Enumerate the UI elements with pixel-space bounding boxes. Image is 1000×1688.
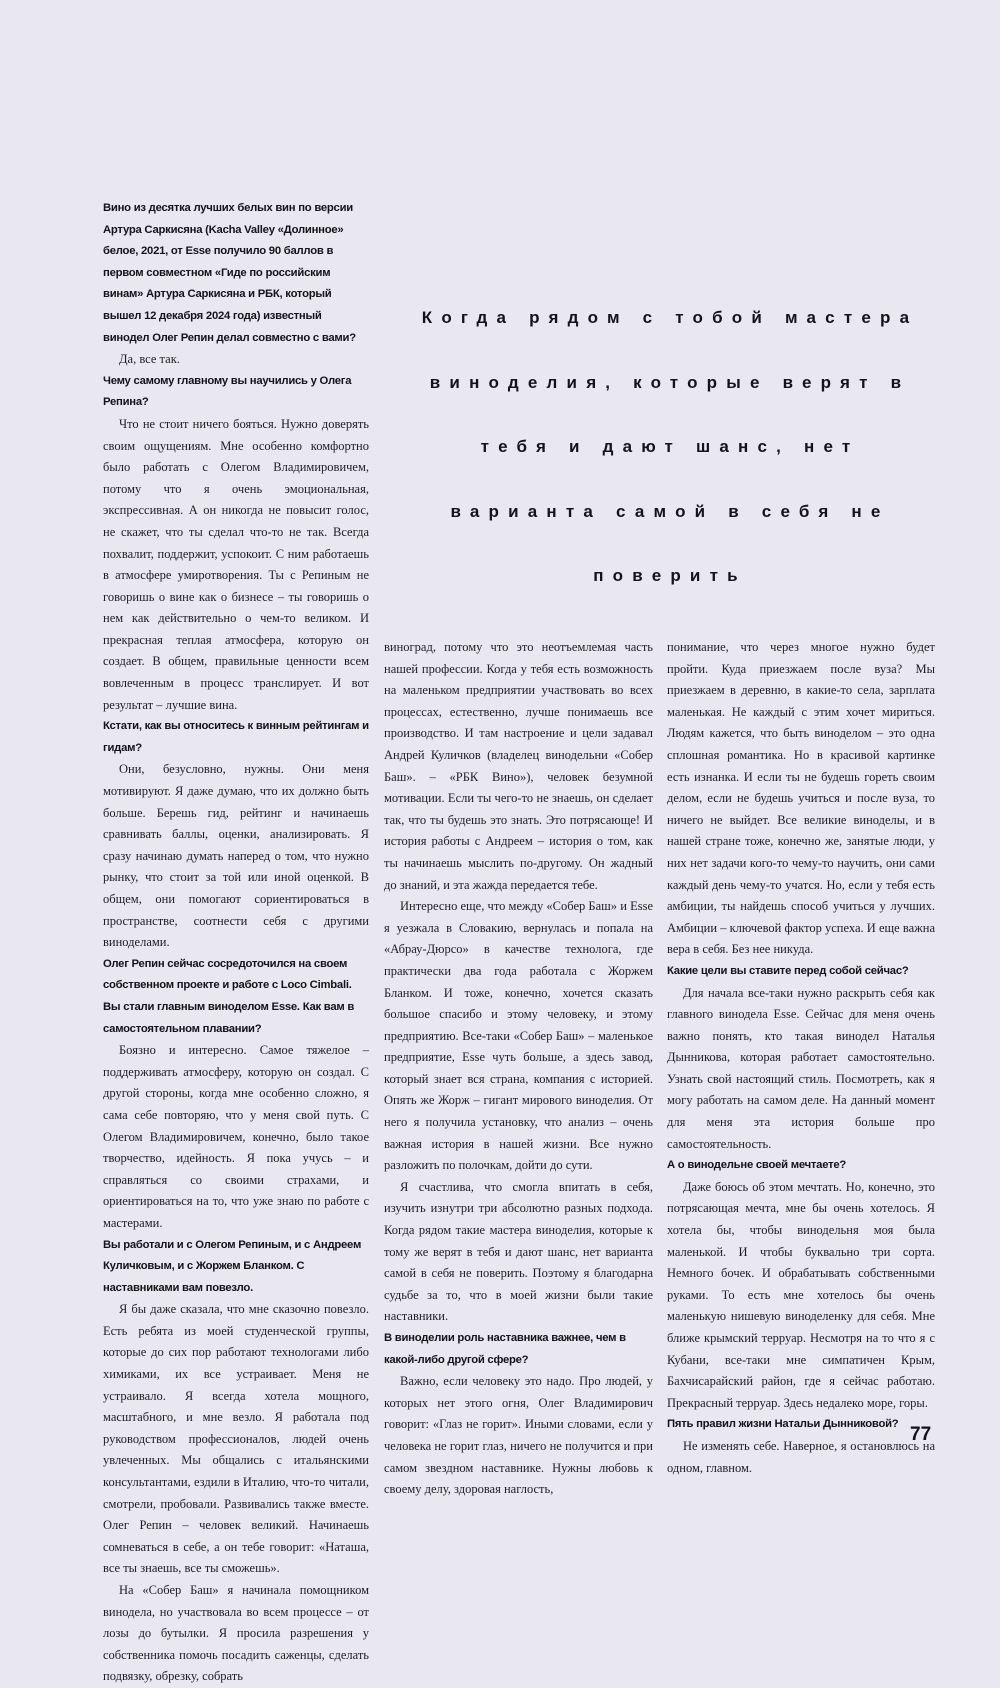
interview-question: Пять правил жизни Натальи Дынниковой? xyxy=(667,1418,899,1431)
interview-answer: Боязно и интересно. Самое тяжелое – поддерживать атмосферу, которую он создал. С другой стороны, когда мне особенно сложно, я сама себе повторяю, что у меня свой путь. С Олегом Владимировичем, конечно, было такое творчество, идейность. Я пока учусь – и справляться со своими страхами, и ориентироваться на то, что уже знаю по работе с мастерами. xyxy=(103,1043,369,1230)
interview-question: А о винодельне своей мечтаете? xyxy=(667,1159,847,1172)
interview-question: Чему самому главному вы научились у Олега Репина? xyxy=(103,374,352,409)
interview-question: В виноделии роль наставника важнее, чем в какой-либо другой сфере? xyxy=(384,1332,626,1366)
interview-answer: Что не стоит ничего бояться. Нужно доверять своим ощущениям. Мне особенно комфортно было работать с Олегом Владимировичем, потому что я очень эмоциональная, экспрессивная. А он никогда не повысит голос, не скажет, что ты сделал что-то не так. Всегда похвалит, поддержит, успокоит. С ним работаешь в атмосфере умиротворения. Ты с Репиным не говоришь о вине как о бизнесе – ты говоришь о нем как действительно о чем-то великом. И прекрасная теплая атмосфера, которую он создает. В общем, правильные ценности всем вовлеченным в процесс транслирует. И вот результат – лучшие вина. xyxy=(103,416,369,712)
interview-answer: На «Собер Баш» я начинала помощником винодела, но участвовала во всем процессе – от лозы до бутылки. Я просила разрешения у собственника помочь посадить саженцы, сделать подвязку, обрезку, собрать xyxy=(103,1583,369,1684)
interview-answer: Да, все так. xyxy=(119,352,180,367)
interview-answer: виноград, потому что это неотъемлемая часть нашей профессии. Когда у тебя есть возможность на маленьком предприятии участвовать во всех процессах, естественно, лучше понимаешь все производство. И там настроение и цели задавал Андрей Куличков (владелец винодельни «Собер Баш». – «РБК Вино»), человек безумной мотивации. Если ты чего-то не знаешь, он сделает так, что ты будешь это знать. Это потрясающе! И история работы с Андреем – история о том, как ты начинаешь мыслить по-другому. Он жадный до знаний, и эта жажда передается тебе. xyxy=(384,640,653,892)
interview-answer: Важно, если человеку это надо. Про людей, у которых нет этого огня, Олег Владимирович говорит: «Глаз не горит». Иными словами, если у человека не горит глаз, ничего не получится и при самом звездном наставнике. Нужны любовь к своему делу, здоровая наглость, xyxy=(384,1374,653,1497)
article-column-3 xyxy=(667,637,935,1479)
interview-answer: Даже боюсь об этом мечтать. Но, конечно, это потрясающая мечта, мне бы очень хотелось. Я хотела бы, чтобы винодельня моя была маленькой. И чтобы буквально три сорта. Немного бочек. И обрабатывать собственными руками. То есть мне хотелось бы очень маленькую нишевую виноделенку для себя. Мне ближе крымский терруар. Несмотря на то что я с Кубани, все-таки мне симпатичен Крым, Бахчисарайский район, где я сейчас работаю. Прекрасный терруар. Здесь недалеко море, горы. xyxy=(667,1179,935,1410)
interview-answer: Я бы даже сказала, что мне сказочно повезло. Есть ребята из моей студенческой группы, которые до сих пор работают технологами либо химиками, их все устраивает. Меня не устраивало. Я всегда хотела мощного, масштабного, и мне везло. Я работала под руководством профессионалов, людей очень увлеченных. Мы общались с итальянскими консультантами, ездили в Италию, что-то читали, смотрели, пробовали. Развивались также вместе. Олег Репин – человек великий. Начинаешь сомневаться в себе, а он тебе говорит: «Наташа, все ты знаешь, все ты сможешь». xyxy=(103,1302,369,1576)
interview-answer: понимание, что через многое нужно будет пройти. Куда приезжаем после вуза? Мы приезжаем в деревню, в какие-то села, зарплата маленькая. Не каждый с этим хочет мириться. Людям кажется, что быть виноделом – это одна сплошная романтика. Но в красивой картинке есть изнанка. И если ты не будешь гореть своим делом, если не будешь учиться и после вуза, то ничего не выйдет. Все великие виноделы, и в нашей стране тоже, конечно же, занятые люди, у них нет задачи кого-то чему-то научить, они сами каждый день чему-то учатся. Но, если у тебя есть амбиции, ты найдешь способ учиться у лучших. Амбиции – ключевой фактор успеха. И еще важна вера в себя. Без нее никуда. xyxy=(667,640,935,957)
interview-answer: Интересно еще, что между «Собер Баш» и Esse я уезжала в Словакию, вернулась и попала на «Абрау-Дюрсо» в качестве технолога, где практически два года работала с Жоржем Бланком. И тоже, конечно, хочется сказать большое спасибо и этому человеку, и этому предприятию. Все-таки «Собер Баш» – маленькое предприятие, Esse чуть больше, а здесь завод, который знает вся страна, компания с историей. Опять же Жорж – гигант мирового виноделия. От него я получила установку, что анализ – очень важная история в нашей жизни. Все нужно разложить по полочкам, дойти до сути. xyxy=(384,899,653,1173)
interview-question: Какие цели вы ставите перед собой сейчас? xyxy=(667,964,909,977)
interview-answer: Для начала все-таки нужно раскрыть себя как главного винодела Esse. Сейчас для меня очень важно понять, кто такая винодел Наталья Дынникова, которая работает самостоятельно. Узнать свой настоящий стиль. Посмотреть, как я могу работать на самом деле. На данный момент для меня эта история больше про самостоятельность. xyxy=(667,985,935,1151)
interview-question: Вино из десятка лучших белых вин по версии Артура Саркисяна (Kacha Valley «Долинное» белое, 2021, от Esse получило 90 баллов в первом совместном «Гиде по российским винам» Артура Саркисяна и РБК, который вышел 12 декабря 2024 года) известный винодел Олег Репин делал совместно с вами? xyxy=(103,202,356,344)
article-column-1 xyxy=(103,198,369,1688)
interview-answer: Я счастлива, что смогла впитать в себя, изучить изнутри три абсолютно разных подхода. Когда рядом такие мастера виноделия, которые к тому же верят в тебя и дают шанс, нет варианта самой в себя не поверить. Поэтому я благодарна судьбе за то, что в моей жизни были такие наставники. xyxy=(384,1179,653,1324)
interview-question: Олег Репин сейчас сосредоточился на своем собственном проекте и работе с Loco Cimbali. Вы стали главным виноделом Esse. Как вам в самостоятельном плавании? xyxy=(103,957,355,1035)
pull-quote: Когда рядом с тобой мастера виноделия, которые верят в тебя и дают шанс, нет варианта самой в себя не поверить xyxy=(421,308,919,585)
interview-answer: Они, безусловно, нужны. Они меня мотивируют. Я даже думаю, что их должно быть больше. Берешь гид, рейтинг и начинаешь сравнивать баллы, оценки, анализировать. Я сразу начинаю думать наперед о том, что нужно рынку, что стоит за той или иной оценкой. В общем, они помогают сориентироваться в пространстве, соотнести себя с другими виноделами. xyxy=(103,762,369,950)
interview-answer: Не изменять себе. Наверное, я остановлюсь на одном, главном. xyxy=(667,1438,935,1475)
article-column-2 xyxy=(384,637,653,1501)
interview-question: Кстати, как вы относитесь к винным рейтингам и гидам? xyxy=(103,720,369,754)
interview-question: Вы работали и с Олегом Репиным, и с Андреем Куличковым, и с Жоржем Бланком. С наставниками вам повезло. xyxy=(103,1238,362,1294)
page-number: 77 xyxy=(910,1424,932,1445)
